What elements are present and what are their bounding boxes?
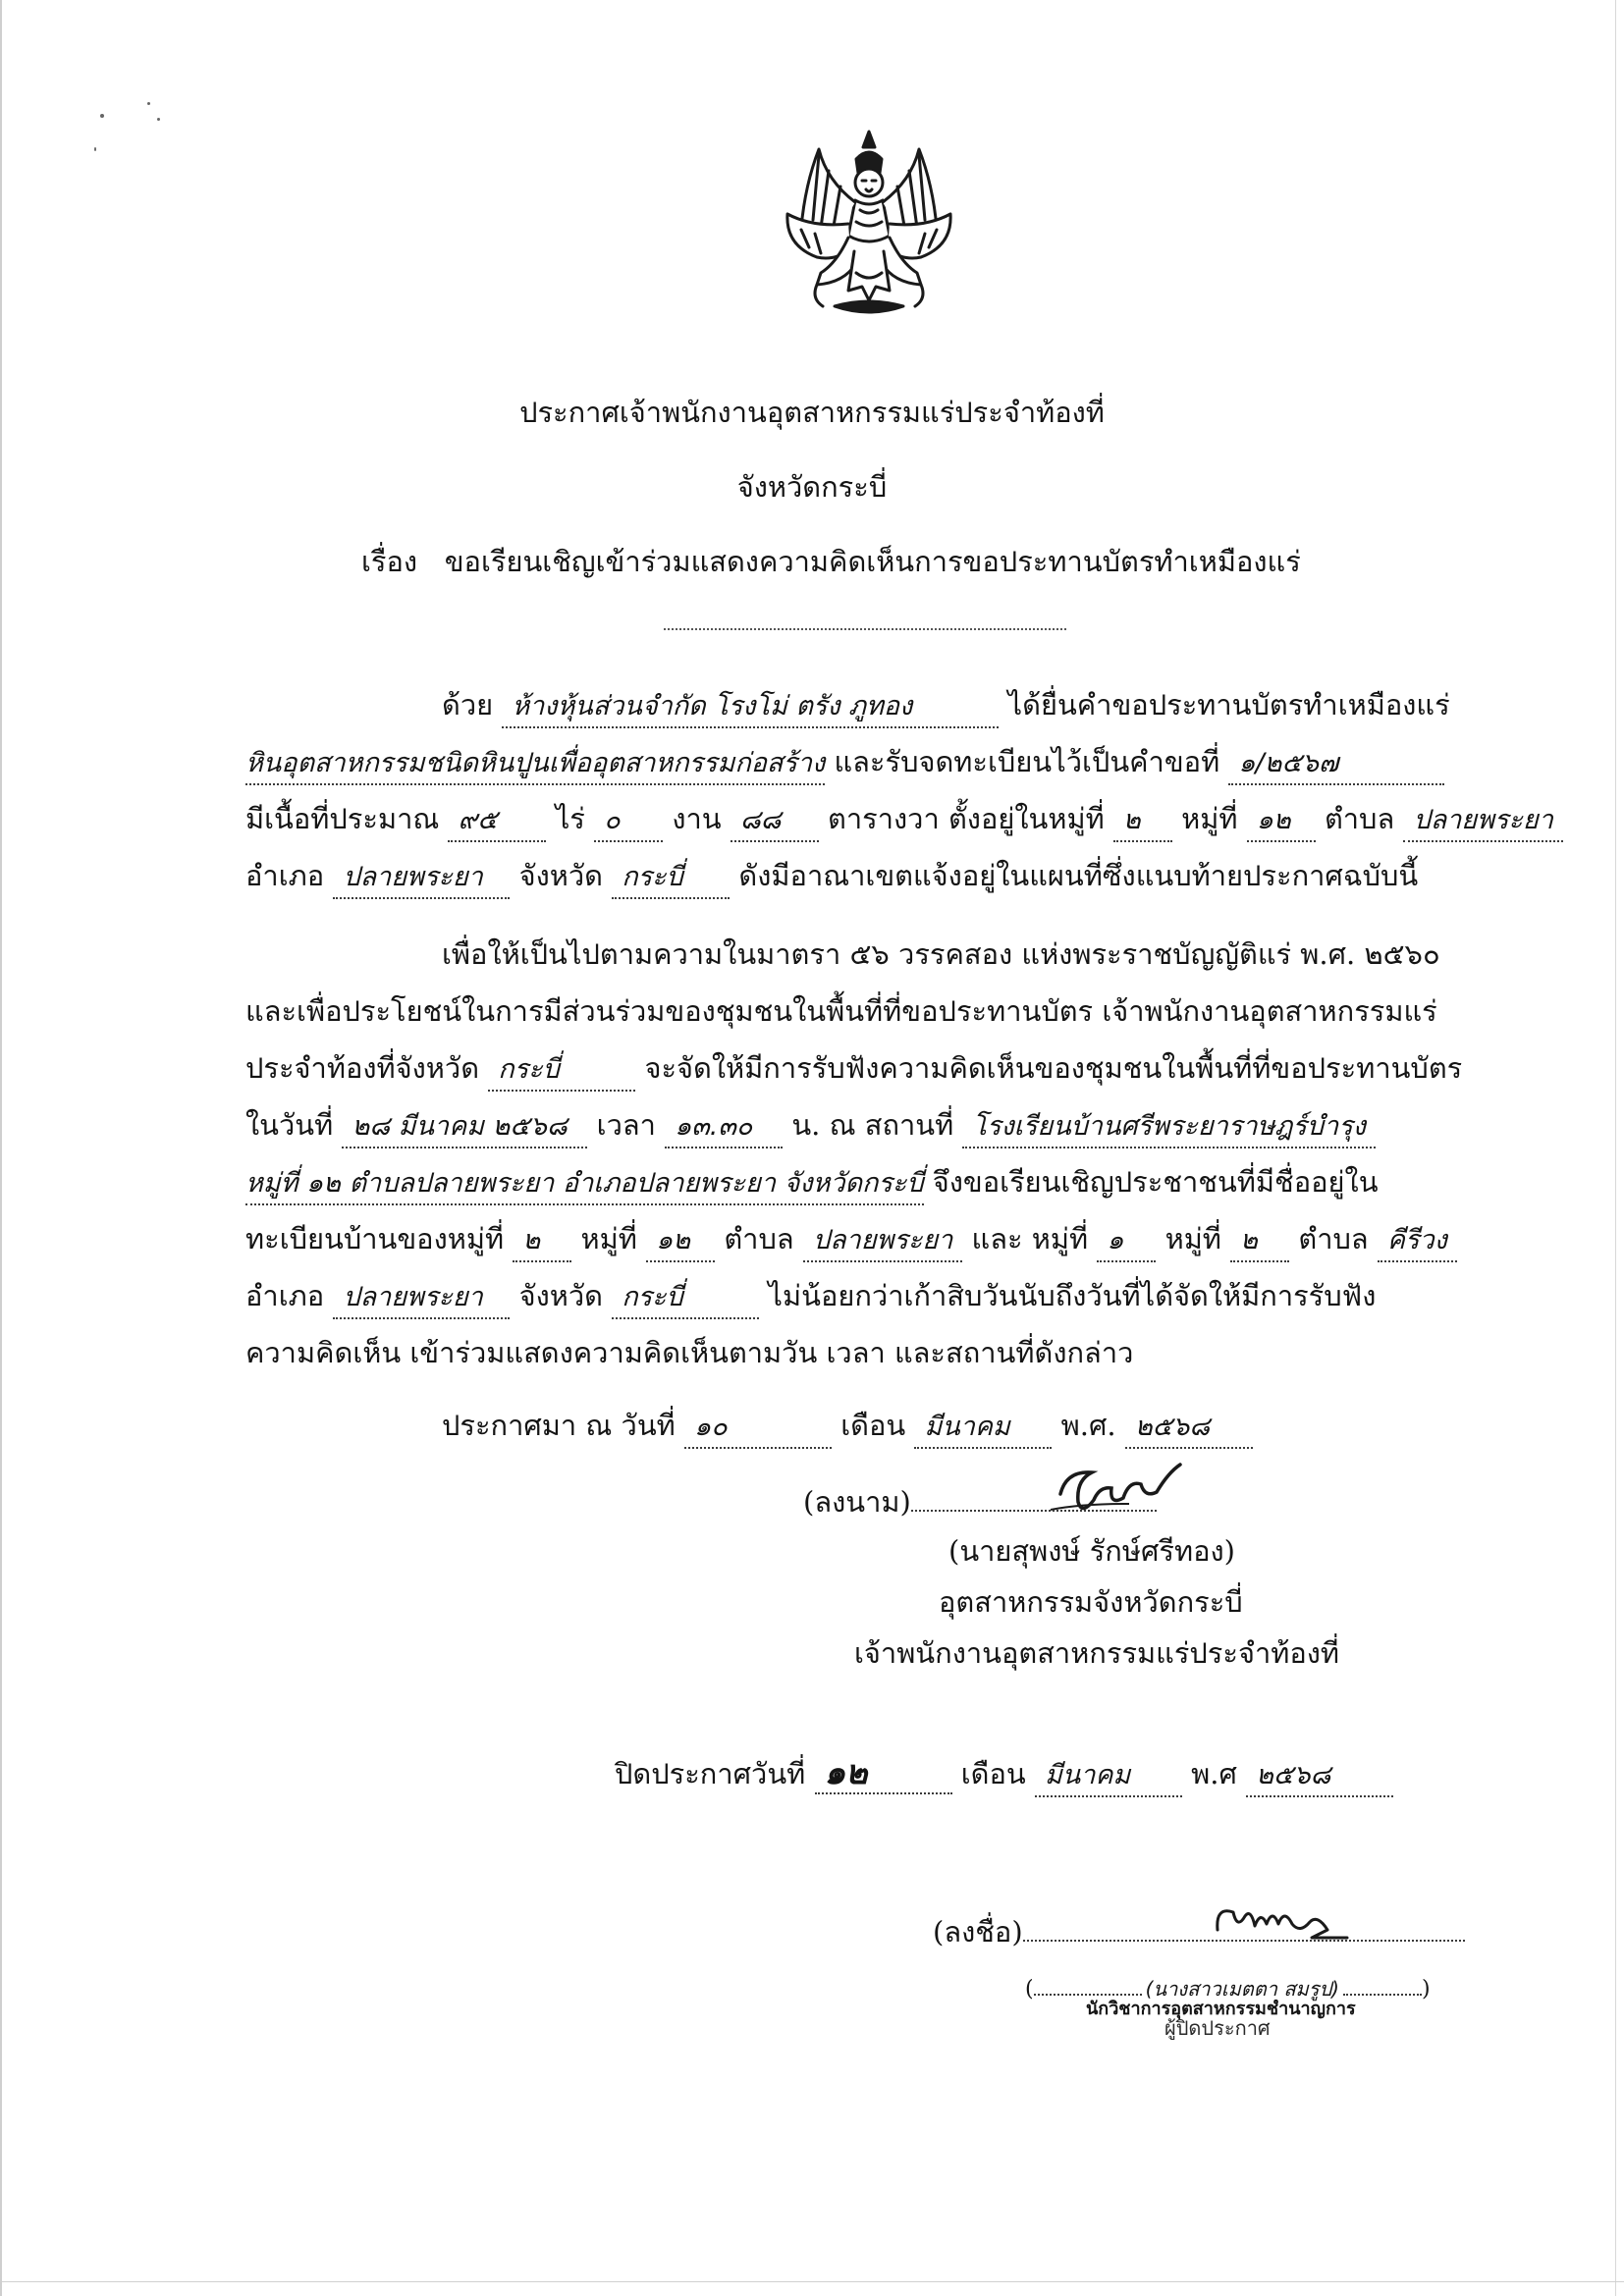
mineral-type-field: หินอุตสาหกรรมชนิดหินปูนเพื่ออุตสาหกรรมก่อสร้าง — [245, 744, 825, 785]
text: อำเภอ — [245, 859, 325, 892]
text: หมู่ที่ — [1164, 1222, 1221, 1255]
signer-position-1: อุตสาหกรรมจังหวัดกระบี่ — [939, 1585, 1243, 1619]
tambon-field: ปลายพระยา — [1403, 801, 1562, 842]
para2-line1: เพื่อให้เป็นไปตามความในมาตรา ๕๖ วรรคสอง แห่งพระราชบัญญัติแร่ พ.ศ. ๒๕๖๐ — [442, 937, 1440, 971]
area-rai-field: ๙๕ — [448, 801, 546, 842]
para2-line4 — [245, 1105, 1376, 1148]
text: จังหวัด — [518, 1279, 603, 1312]
hearing-tambon-2-field: คีรีวง — [1378, 1221, 1457, 1262]
posting-month-field: มีนาคม — [1035, 1756, 1182, 1797]
venue-address-field: หมู่ที่ ๑๒ ตำบลปลายพระยา อำเภอปลายพระยา จังหวัดกระบี่ — [245, 1164, 924, 1205]
scan-edge-left — [0, 0, 2, 2296]
para2-line3 — [245, 1048, 1462, 1092]
hearing-village-3-field: ๑ — [1097, 1221, 1156, 1262]
scan-speck — [94, 147, 96, 151]
text: อำเภอ — [245, 1279, 325, 1312]
hearing-amphoe-field: ปลายพระยา — [333, 1278, 510, 1319]
company-name-field: ห้างหุ้นส่วนจำกัด โรงโม่ ตรัง ภูทอง — [502, 687, 999, 728]
text: ) — [1421, 1977, 1431, 2002]
village-1-field: ๒ — [1113, 801, 1172, 842]
para2-line6 — [245, 1219, 1457, 1262]
dots — [1343, 1994, 1422, 1996]
poster-sign-label: (ลงชื่อ) — [933, 1915, 1023, 1949]
text: ทะเบียนบ้านของหมู่ที่ — [245, 1222, 505, 1255]
scan-speck — [100, 114, 104, 118]
area-wa-field: ๘๘ — [731, 801, 819, 842]
text: ด้วย — [442, 688, 494, 721]
text: ปิดประกาศวันที่ — [615, 1757, 806, 1790]
venue-field: โรงเรียนบ้านศรีพระยาราษฎร์บำรุง — [962, 1107, 1375, 1148]
poster-role: ผู้ปิดประกาศ — [1164, 2016, 1271, 2040]
subject-text: ขอเรียนเชิญเข้าร่วมแสดงความคิดเห็นการขอประทานบัตรทำเหมืองแร่ — [444, 545, 1301, 578]
hearing-village-2-field: ๑๒ — [646, 1221, 715, 1262]
para1-line2 — [245, 742, 1444, 785]
text: เวลา — [596, 1108, 656, 1142]
text: ไม่น้อยกว่าเก้าสิบวันนับถึงวันที่ได้จัดให้มีการรับฟัง — [768, 1279, 1377, 1312]
province-heading: จังหวัดกระบี่ — [736, 470, 888, 504]
amphoe-field: ปลายพระยา — [333, 858, 510, 899]
para2-line2: และเพื่อประโยชน์ในการมีส่วนร่วมของชุมชนในพื้นที่ที่ขอประทานบัตร เจ้าพนักงานอุตสาหกรรมแร่ — [245, 994, 1437, 1028]
text: มีเนื้อที่ประมาณ — [245, 802, 440, 835]
scan-edge-bottom — [0, 2281, 1624, 2282]
announce-year-field: ๒๕๖๘ — [1125, 1408, 1253, 1449]
poster-signature-dotted-line — [1023, 1940, 1465, 1942]
text: ได้ยื่นคำขอประทานบัตรทำเหมืองแร่ — [1007, 688, 1450, 721]
text: จะจัดให้มีการรับฟังความคิดเห็นของชุมชนในพื้นที่ที่ขอประทานบัตร — [644, 1051, 1463, 1085]
announce-month-field: มีนาคม — [914, 1408, 1052, 1449]
text: จังหวัด — [518, 859, 603, 892]
garuda-emblem-icon — [758, 126, 980, 322]
text: ในวันที่ — [245, 1108, 334, 1142]
para1-line3 — [245, 799, 1563, 842]
text: เดือน — [960, 1757, 1026, 1790]
text: ประจำท้องที่จังหวัด — [245, 1051, 480, 1085]
poster-name: (นางสาวเมตตา สมรูป) — [1145, 1977, 1339, 2001]
para2-line5 — [245, 1162, 1379, 1205]
para1-line1 — [442, 685, 1450, 728]
announce-day-field: ๑๐ — [684, 1408, 832, 1449]
hearing-village-1-field: ๒ — [513, 1221, 571, 1262]
announce-date-line — [442, 1406, 1253, 1449]
hearing-village-4-field: ๒ — [1230, 1221, 1289, 1262]
subject-line — [361, 542, 1301, 581]
text: ตารางวา ตั้งอยู่ในหมู่ที่ — [828, 802, 1105, 835]
text: ตำบล — [1298, 1222, 1369, 1255]
signature-dotted-line — [911, 1510, 1157, 1512]
text: ดังมีอาณาเขตแจ้งอยู่ในแผนที่ซึ่งแนบท้ายประกาศฉบับนี้ — [738, 859, 1419, 892]
text: ( — [1025, 1977, 1034, 2002]
hearing-date-field: ๒๘ มีนาคม ๒๕๖๘ — [342, 1107, 587, 1148]
hearing-changwat-field: กระบี่ — [612, 1278, 759, 1319]
poster-title-stamp: นักวิชาการอุตสาหกรรมชำนาญการ — [1086, 1999, 1356, 2019]
area-ngan-field: ๐ — [594, 801, 663, 842]
text: และรับจดทะเบียนไว้เป็นคำขอที่ — [834, 745, 1220, 778]
request-number-field: ๑/๒๕๖๗ — [1228, 744, 1444, 785]
dots — [1034, 1994, 1142, 1996]
village-2-field: ๑๒ — [1247, 801, 1316, 842]
hearing-tambon-1-field: ปลายพระยา — [803, 1221, 962, 1262]
text: งาน — [672, 802, 722, 835]
announcement-title: ประกาศเจ้าพนักงานอุตสาหกรรมแร่ประจำท้องที่ — [519, 396, 1105, 429]
signer-position-2: เจ้าพนักงานอุตสาหกรรมแร่ประจำท้องที่ — [854, 1636, 1340, 1670]
para1-line4 — [245, 856, 1418, 899]
posting-day-field: ๑๒ — [815, 1753, 952, 1794]
posting-year-field: ๒๕๖๘ — [1246, 1756, 1393, 1797]
changwat-field: กระบี่ — [612, 858, 730, 899]
text: ประกาศมา ณ วันที่ — [442, 1409, 676, 1442]
signer-name: (นายสุพงษ์ รักษ์ศรีทอง) — [948, 1534, 1235, 1568]
text: พ.ศ. — [1060, 1409, 1116, 1442]
text: หมู่ที่ — [580, 1222, 637, 1255]
text: จึงขอเรียนเชิญประชาชนที่มีชื่ออยู่ใน — [932, 1165, 1379, 1199]
text: ไร่ — [555, 802, 585, 835]
text: เดือน — [840, 1409, 906, 1442]
hearing-province-field: กระบี่ — [488, 1050, 635, 1092]
text: และ หมู่ที่ — [971, 1222, 1089, 1255]
sign-line — [803, 1482, 1157, 1522]
text: น. ณ สถานที่ — [791, 1108, 954, 1142]
sign-label: (ลงนาม) — [803, 1485, 911, 1519]
subject-label: เรื่อง — [361, 545, 418, 578]
text: ตำบล — [724, 1222, 794, 1255]
text: พ.ศ — [1191, 1757, 1237, 1790]
para2-line8: ความคิดเห็น เข้าร่วมแสดงความคิดเห็นตามวัน เวลา และสถานที่ดังกล่าว — [245, 1336, 1134, 1369]
posting-date-line — [615, 1753, 1393, 1797]
separator-rule — [664, 628, 1066, 630]
scan-edge-right — [1615, 0, 1616, 2296]
poster-sign-line — [933, 1912, 1465, 1951]
text: หมู่ที่ — [1181, 802, 1238, 835]
para2-line7 — [245, 1276, 1376, 1319]
scan-speck — [157, 118, 160, 121]
text: ตำบล — [1324, 802, 1395, 835]
hearing-time-field: ๑๓.๓๐ — [665, 1107, 783, 1148]
scan-speck — [147, 102, 150, 105]
